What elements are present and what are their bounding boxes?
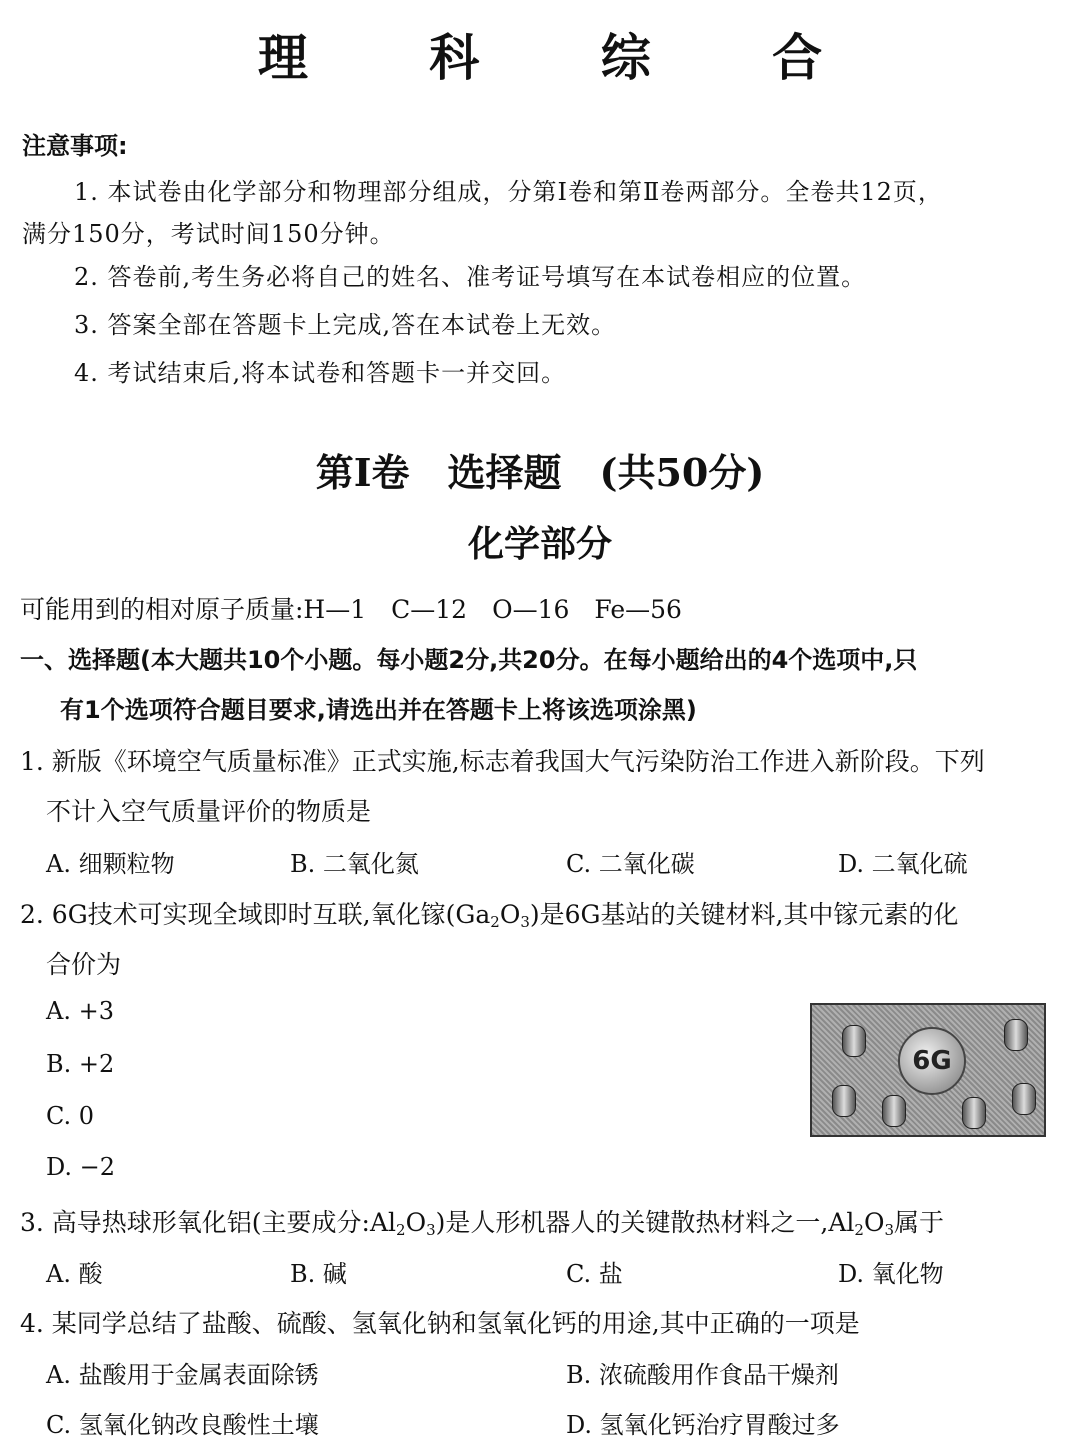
question-2-stem-line-2: 合价为	[46, 950, 122, 979]
notice-item-1-line-2: 满分150分，考试时间150分钟。	[22, 220, 395, 248]
question-4-option-d: D. 氢氧化钙治疗胃酸过多	[566, 1411, 840, 1439]
question-2-option-a: A. +3	[46, 997, 114, 1025]
question-1-option-c: C. 二氧化碳	[566, 850, 695, 878]
question-2-stem-pre: 2. 6G技术可实现全域即时互联,氧化镓(Ga	[20, 900, 491, 929]
question-3-subscript-2: 2	[396, 1221, 406, 1239]
question-3-oxygen: O	[405, 1208, 427, 1237]
atomic-masses: 可能用到的相对原子质量:H—1 C—12 O—16 Fe—56	[20, 595, 682, 624]
6g-network-image	[810, 1003, 1046, 1137]
question-3-oxygen-b: O	[863, 1208, 885, 1237]
question-2-option-c: C. 0	[46, 1102, 95, 1130]
question-4-option-a: A. 盐酸用于金属表面除锈	[46, 1361, 319, 1389]
question-3-stem-mid: )是人形机器人的关键散热材料之一,Al	[435, 1208, 855, 1237]
question-3-option-a: A. 酸	[46, 1260, 103, 1288]
question-1-stem-line-2: 不计入空气质量评价的物质是	[46, 797, 372, 826]
base-station-icon	[962, 1097, 986, 1129]
question-1-option-b: B. 二氧化氮	[290, 850, 419, 878]
question-4-stem: 4. 某同学总结了盐酸、硫酸、氢氧化钠和氢氧化钙的用途,其中正确的一项是	[20, 1309, 860, 1338]
question-2-subscript-3: 3	[520, 913, 530, 931]
question-3-option-d: D. 氧化物	[838, 1260, 944, 1288]
question-2-oxygen: O	[499, 900, 521, 929]
question-3-option-c: C. 盐	[566, 1260, 623, 1288]
question-4-option-c: C. 氢氧化钠改良酸性土壤	[46, 1411, 319, 1439]
part-one-instruction-line-2: 有1个选项符合题目要求,请选出并在答题卡上将该选项涂黑)	[60, 696, 697, 724]
part-one-instruction-line-1: 一、选择题(本大题共10个小题。每小题2分,共20分。在每小题给出的4个选项中,只	[20, 646, 918, 674]
question-3-subscript-3: 3	[426, 1221, 436, 1239]
notice-item-1-line-1: 1. 本试卷由化学部分和物理部分组成，分第Ⅰ卷和第Ⅱ卷两部分。全卷共12页，	[74, 178, 943, 206]
question-3-subscript-2b: 2	[854, 1221, 864, 1239]
question-3-stem-post: 属于	[893, 1208, 944, 1237]
question-4-option-b: B. 浓硫酸用作食品干燥剂	[566, 1361, 839, 1389]
question-2-subscript-2: 2	[490, 913, 500, 931]
base-station-icon	[1004, 1019, 1028, 1051]
question-2-option-b: B. +2	[46, 1050, 115, 1078]
question-1-option-a: A. 细颗粒物	[46, 850, 175, 878]
base-station-icon	[882, 1095, 906, 1127]
base-station-icon	[832, 1085, 856, 1117]
notice-item-4: 4. 考试结束后,将本试卷和答题卡一并交回。	[74, 359, 567, 387]
6g-hub: 6G	[898, 1027, 966, 1095]
section-title: 第Ⅰ卷 选择题 (共50分)	[315, 450, 765, 495]
question-1-option-d: D. 二氧化硫	[838, 850, 968, 878]
question-1-stem-line-1: 1. 新版《环境空气质量标准》正式实施,标志着我国大气污染防治工作进入新阶段。下列	[20, 747, 985, 776]
page-title: 理 科 综 合	[257, 28, 875, 87]
question-3-subscript-3b: 3	[884, 1221, 894, 1239]
question-3-option-b: B. 碱	[290, 1260, 347, 1288]
question-2-stem-post: )是6G基站的关键材料,其中镓元素的化	[529, 900, 959, 929]
notice-item-3: 3. 答案全部在答题卡上完成,答在本试卷上无效。	[74, 311, 617, 339]
base-station-icon	[1012, 1083, 1036, 1115]
subsection-title: 化学部分	[467, 524, 612, 565]
notice-item-2: 2. 答卷前,考生务必将自己的姓名、准考证号填写在本试卷相应的位置。	[74, 263, 867, 291]
question-2-option-d: D. −2	[46, 1153, 116, 1181]
question-3-stem	[20, 1203, 944, 1239]
notice-heading: 注意事项:	[22, 132, 128, 160]
question-3-stem-pre: 3. 高导热球形氧化铝(主要成分:Al	[20, 1208, 397, 1237]
question-2-stem-line-1	[20, 895, 958, 931]
base-station-icon	[842, 1025, 866, 1057]
